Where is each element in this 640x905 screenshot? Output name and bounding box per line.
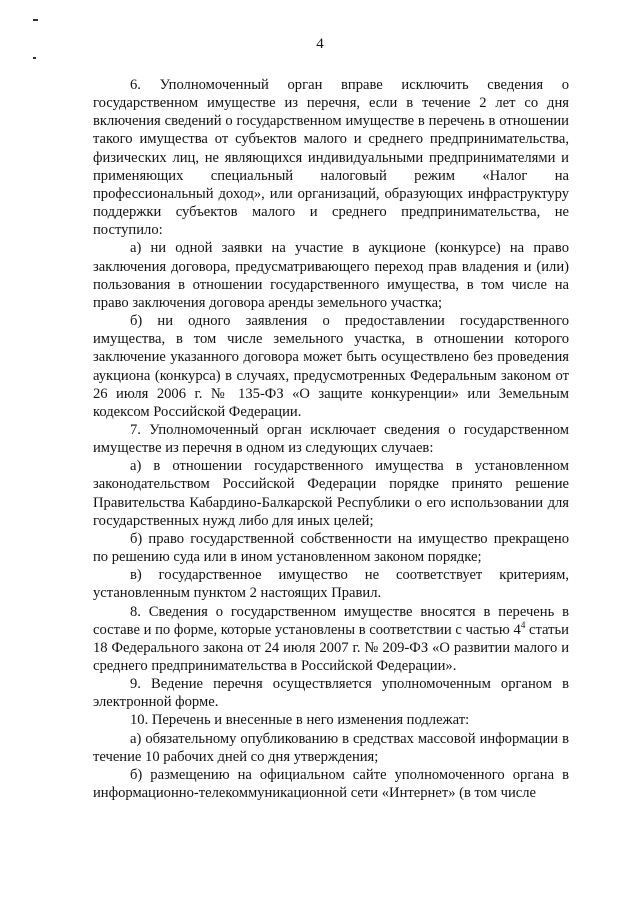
page-number: 4 [316, 36, 324, 52]
scan-mark-top [33, 19, 38, 21]
paragraph-8-superscript: 4 [520, 619, 526, 630]
paragraph-6-a: а) ни одной заявки на участие в аукционе (конкурсе) на право заключения договора, предусматривающего переход прав владения и (или) пользования в отношении государственного имущества, в том числе на право заключения договора аренды земельного участка; [93, 240, 569, 311]
paragraph-10-a: а) обязательному опубликованию в средствах массовой информации в течение 10 рабочих дней со дня утверждения; [93, 730, 569, 765]
paragraph-6: 6. Уполномоченный орган вправе исключить сведения о государственном имуществе из перечня, если в течение 2 лет со дня включения сведений о государственном имуществе в перечень в отношении такого имущества от субъектов малого и среднего предпринимательства, физических лиц, не являющихся индивидуальными предпринимателями и применяющих специальный налоговый режим «Налог на профессиональный доход», или организаций, образующих инфраструктуру поддержки субъектов малого и среднего предпринимательства, не поступило: [93, 77, 569, 239]
document-body [93, 76, 569, 802]
paragraph-10: 10. Перечень и внесенные в него изменения подлежат: [130, 712, 470, 729]
paragraph-8-text-after: статьи 18 Федерального закона от 24 июля 2007 г. № 209-ФЗ «О развитии малого и среднего предпринимательства в Российской Федерации». [93, 621, 569, 674]
paragraph-9: 9. Ведение перечня осуществляется уполномоченным органом в электронной форме. [93, 676, 569, 711]
paragraph-6-b: б) ни одного заявления о предоставлении государственного имущества, в том числе земельного участка, в отношении которого заключение указанного договора может быть осуществлено без проведения аукциона (конкурса) в случаях, предусмотренных Федеральным законом от 26 июля 2006 г. № 135-ФЗ «О защите конкуренции» или Земельным кодексом Российской Федерации. [93, 313, 569, 420]
paragraph-8 [93, 603, 569, 676]
paragraph-7-a: а) в отношении государственного имущества в установленном законодательством Российской Федерации порядке принято решение Правительства Кабардино-Балкарской Республики о его использовании для государственных нужд либо для иных целей; [93, 458, 569, 529]
scan-mark-bottom [33, 57, 36, 59]
paragraph-8-text-before: 8. Сведения о государственном имуществе вносятся в перечень в составе и по форме, которые установлены в соответствии с частью 4 [93, 603, 569, 638]
paragraph-7-c: в) государственное имущество не соответствует критериям, установленным пунктом 2 настоящих Правил. [93, 567, 569, 602]
paragraph-7: 7. Уполномоченный орган исключает сведения о государственном имуществе из перечня в одном из следующих случаев: [93, 421, 569, 457]
paragraph-10-b: б) размещению на официальном сайте уполномоченного органа в информационно-телекоммуникационной сети «Интернет» (в том числе [93, 766, 569, 802]
paragraph-7-b: б) право государственной собственности на имущество прекращено по решению суда или в ином установленном законом порядке; [93, 530, 569, 566]
